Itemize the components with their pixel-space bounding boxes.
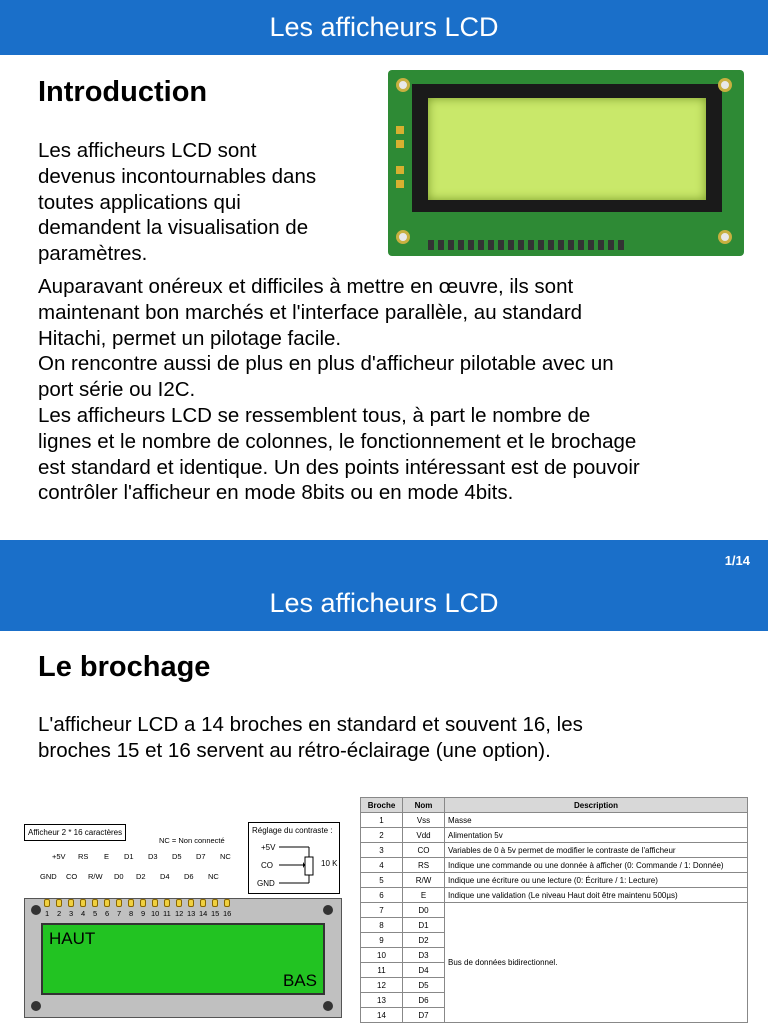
mount-hole [718,230,732,244]
table-row [361,903,748,918]
solder-pad [396,166,404,174]
pin-label-bottom: GND [40,872,57,881]
pin-label-top: D7 [196,852,206,861]
contrast-co-label: CO [261,861,273,870]
lcd-photo-components [428,240,628,250]
pin [128,899,134,907]
table-cell: Variables de 0 à 5v permet de modifier le contraste de l'afficheur [445,843,748,858]
slide2-title-banner [0,576,768,631]
slide2-heading: Le brochage [38,651,211,683]
pin-number: 16 [223,909,232,918]
pin-label-top: D1 [124,852,134,861]
mount-hole [396,78,410,92]
table-cell: 14 [361,1008,403,1023]
table-cell: R/W [403,873,445,888]
table-cell: D1 [403,918,445,933]
contrast-box [248,822,340,894]
screen-text-top: HAUT [49,929,96,948]
body-line: On rencontre aussi de plus en plus d'afficheur pilotable avec un [38,352,614,376]
pin-number: 9 [141,909,146,918]
screen-text-bottom: BAS [282,971,317,990]
mount-hole [396,230,410,244]
screw [323,1001,333,1011]
pin-number: 1 [45,909,50,918]
intro-line: devenus incontournables dans [38,164,317,188]
intro-line: Les afficheurs LCD sont [38,139,257,162]
pin-number: 13 [187,909,196,918]
pin [44,899,50,907]
pin-number: 8 [129,909,134,918]
table-cell: Masse [445,813,748,828]
pin [80,899,86,907]
table-row [361,828,748,843]
pin [164,899,170,907]
solder-pad [396,126,404,134]
pin-number: 10 [151,909,160,918]
pin [56,899,62,907]
lcd-photo [388,70,744,256]
pin [104,899,110,907]
pin [92,899,98,907]
solder-pad [396,140,404,148]
table-cell: D6 [403,993,445,1008]
potentiometer-symbol [279,843,319,889]
table-cell: 9 [361,933,403,948]
table-row [361,813,748,828]
solder-pad [396,180,404,188]
intro-paragraph [38,138,316,267]
pin-label-bottom: D0 [114,872,124,881]
brochage-paragraph [38,712,583,764]
table-cell: 1 [361,813,403,828]
pin [152,899,158,907]
slide2-title: Les afficheurs LCD [269,588,499,618]
contrast-title: Réglage du contraste : [252,826,333,835]
nc-note: NC = Non connecté [159,836,225,845]
pin-number: 11 [163,909,171,918]
pinout-diagram [24,820,344,1020]
contrast-5v-label: +5V [261,843,276,852]
table-cell: 6 [361,888,403,903]
table-cell: D3 [403,948,445,963]
table-row [361,888,748,903]
slide1-title: Les afficheurs LCD [269,12,499,42]
table-cell: RS [403,858,445,873]
body-line: L'afficheur LCD a 14 broches en standard et souvent 16, les [38,713,583,736]
pin-label-top: RS [78,852,89,861]
pin-number: 12 [175,909,184,918]
pin-label-bottom: D6 [184,872,194,881]
bus-description-cell: Bus de données bidirectionnel. [445,903,748,1023]
table-cell: Alimentation 5v [445,828,748,843]
pin-label-bottom: NC [208,872,219,881]
table-row [361,858,748,873]
table-header-row [361,798,748,813]
table-cell: 7 [361,903,403,918]
pin-label-top: E [104,852,110,861]
screw [323,905,333,915]
pin-label-top: +5V [52,852,66,861]
pin-label-bottom: R/W [88,872,103,881]
intro-line: paramètres. [38,242,148,266]
table-cell: D5 [403,978,445,993]
pin [224,899,230,907]
table-cell: D2 [403,933,445,948]
table-cell: 2 [361,828,403,843]
body-line: maintenant bon marchés et l'interface parallèle, au standard [38,300,583,324]
screw [31,905,41,915]
pin-number: 6 [105,909,110,918]
table-cell: D0 [403,903,445,918]
table-header: Nom [403,798,445,813]
contrast-gnd-label: GND [257,879,275,888]
body-line: Les afficheurs LCD se ressemblent tous, à part le nombre de [38,403,591,427]
pin [200,899,206,907]
resistor-value: 10 K [321,859,338,868]
pin [116,899,122,907]
table-cell: 4 [361,858,403,873]
diagram-title-box: Afficheur 2 * 16 caractères [24,824,126,841]
table-cell: Indique une validation (Le niveau Haut doit être maintenu 500µs) [445,888,748,903]
pin-number: 7 [117,909,122,918]
pin-label-top: D5 [172,852,182,861]
pin-number: 4 [81,909,86,918]
table-cell: 11 [361,963,403,978]
pin [176,899,182,907]
lcd-screen [41,923,325,995]
table-cell: 10 [361,948,403,963]
table-header: Broche [361,798,403,813]
mount-hole [718,78,732,92]
slide-separator [0,540,768,576]
table-row [361,843,748,858]
table-cell: Indique une écriture ou une lecture (0: Écriture / 1: Lecture) [445,873,748,888]
body-line: contrôler l'afficheur en mode 8bits ou en mode 4bits. [38,481,514,505]
pin-number: 5 [93,909,98,918]
pin [188,899,194,907]
table-cell: 8 [361,918,403,933]
page-number: 1/14 [724,553,750,568]
pin-label-bottom: D4 [160,872,170,881]
table-cell: 5 [361,873,403,888]
pin-number: 15 [211,909,220,918]
body-line: broches 15 et 16 servent au rétro-éclairage (une option). [38,738,551,762]
table-cell: Vdd [403,828,445,843]
body-paragraph [38,274,640,506]
pinout-table [360,797,748,1023]
table-cell: D4 [403,963,445,978]
slide1-heading: Introduction [38,76,208,108]
body-line: lignes et le nombre de colonnes, le fonctionnement et le brochage [38,429,637,453]
body-line: Auparavant onéreux et difficiles à mettre en œuvre, ils sont [38,275,574,298]
body-line: port série ou I2C. [38,378,196,402]
pin [68,899,74,907]
table-cell: Vss [403,813,445,828]
table-cell: 12 [361,978,403,993]
table-cell: 13 [361,993,403,1008]
table-cell: E [403,888,445,903]
screw [31,1001,41,1011]
pin-number: 2 [57,909,62,918]
table-cell: Indique une commande ou une donnée à afficher (0: Commande / 1: Donnée) [445,858,748,873]
pin-label-bottom: D2 [136,872,146,881]
slide1-title-banner [0,0,768,55]
pin-label-top: NC [220,852,231,861]
table-header: Description [445,798,748,813]
pin [212,899,218,907]
intro-line: demandent la visualisation de [38,216,309,240]
table-cell: 3 [361,843,403,858]
pin [140,899,146,907]
table-row [361,873,748,888]
table-cell: D7 [403,1008,445,1023]
pin-label-top: D3 [148,852,158,861]
pin-number: 3 [69,909,74,918]
pin-label-bottom: CO [66,872,78,881]
body-line: Hitachi, permet un pilotage facile. [38,326,342,350]
table-cell: CO [403,843,445,858]
pin-number: 14 [199,909,208,918]
lcd-photo-glass [428,98,706,200]
body-line: est standard et identique. Un des points intéressant est de pouvoir [38,455,640,479]
intro-line: toutes applications qui [38,190,241,214]
